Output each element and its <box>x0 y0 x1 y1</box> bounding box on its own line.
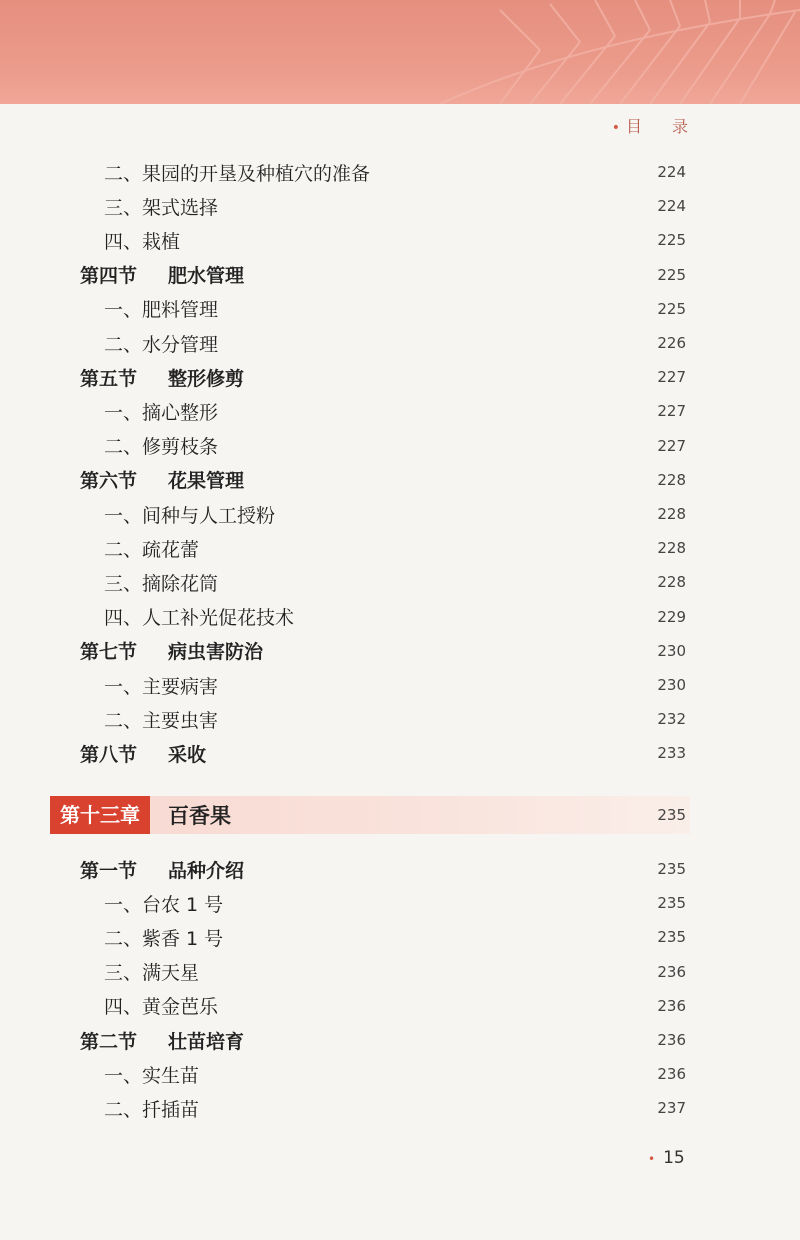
toc-item-row[interactable] <box>0 920 800 954</box>
page-ref: 228 <box>657 505 686 523</box>
toc-section-row[interactable] <box>0 736 800 770</box>
toc-section-row[interactable] <box>0 1023 800 1057</box>
item-title: 二、修剪枝条 <box>104 436 219 459</box>
leader-dots <box>250 1023 630 1057</box>
leader-dots <box>376 155 630 189</box>
leader-dots <box>205 955 630 989</box>
page-ref: 225 <box>657 265 686 284</box>
leader-dots <box>281 497 630 531</box>
leader-dots <box>250 258 630 292</box>
toc-item-row[interactable] <box>0 326 800 360</box>
toc-item-row[interactable] <box>0 1091 800 1125</box>
page-ref: 225 <box>657 299 686 318</box>
page-ref: 232 <box>657 710 686 729</box>
page-ref: 226 <box>657 334 686 352</box>
page-ref: 228 <box>657 573 686 592</box>
section-heading <box>80 740 206 767</box>
page-number-value: 15 <box>663 1148 685 1168</box>
section-number: 第四节 <box>80 265 138 288</box>
page-ref: 228 <box>657 470 686 489</box>
leader-dots <box>186 223 630 257</box>
leader-dots <box>229 920 630 954</box>
toc-item-row[interactable] <box>0 223 800 257</box>
header-char-2: 录 <box>671 117 690 136</box>
leader-dots <box>224 326 630 360</box>
toc-section-row[interactable] <box>0 258 800 292</box>
toc-item-row[interactable] <box>0 886 800 920</box>
section-title: 整形修剪 <box>168 367 245 390</box>
toc-item-row[interactable] <box>0 394 800 428</box>
item-title: 一、摘心整形 <box>104 401 219 424</box>
section-number: 第六节 <box>80 470 138 493</box>
leader-dots <box>250 852 630 886</box>
page-ref: 235 <box>657 860 686 878</box>
leader-dots <box>224 668 630 702</box>
chapter-title: 百香果 <box>168 804 231 828</box>
section-heading <box>80 1027 244 1054</box>
item-title: 二、水分管理 <box>104 333 219 356</box>
chapter-heading[interactable] <box>50 796 690 834</box>
toc-section-row[interactable] <box>0 634 800 668</box>
page-ref: 236 <box>657 1065 686 1084</box>
header-dot: • <box>611 120 622 136</box>
item-title: 三、满天星 <box>104 962 200 985</box>
item-title: 一、实生苗 <box>104 1064 200 1087</box>
section-heading <box>80 637 263 664</box>
toc-item-row[interactable] <box>0 497 800 531</box>
item-title: 四、人工补光促花技术 <box>104 607 295 630</box>
leader-dots <box>269 634 630 668</box>
toc-section-row[interactable] <box>0 360 800 394</box>
toc-item-row[interactable] <box>0 189 800 223</box>
item-title: 一、台农 1 号 <box>104 893 224 916</box>
toc-section-row[interactable] <box>0 463 800 497</box>
page-ref: 236 <box>657 1031 686 1049</box>
leader-dots <box>229 886 630 920</box>
toc-item-row[interactable] <box>0 565 800 599</box>
leader-dots <box>224 394 630 428</box>
item-title: 二、主要虫害 <box>104 709 219 732</box>
page-ref: 230 <box>657 676 686 694</box>
leader-dots <box>241 796 636 834</box>
toc-item-row[interactable] <box>0 429 800 463</box>
page-ref: 237 <box>657 1099 686 1118</box>
page-ref: 230 <box>657 641 686 660</box>
item-title: 三、摘除花筒 <box>104 572 219 595</box>
page-ref: 236 <box>657 962 686 981</box>
page-number <box>648 1148 685 1168</box>
section-number: 第五节 <box>80 367 138 390</box>
toc-item-row[interactable] <box>0 702 800 736</box>
leader-dots <box>250 360 630 394</box>
page-ref: 225 <box>657 231 686 250</box>
item-title: 二、紫香 1 号 <box>104 927 224 950</box>
item-title: 三、架式选择 <box>104 196 219 219</box>
leader-dots <box>224 989 630 1023</box>
toc-item-row[interactable] <box>0 600 800 634</box>
page-ref: 227 <box>657 402 686 421</box>
section-number: 第一节 <box>80 859 138 882</box>
toc-item-row[interactable] <box>0 531 800 565</box>
toc-item-row[interactable] <box>0 989 800 1023</box>
section-heading <box>80 466 244 493</box>
toc-item-row[interactable] <box>0 1057 800 1091</box>
section-title: 采收 <box>168 743 207 766</box>
page-ref: 227 <box>657 436 686 455</box>
leader-dots <box>224 292 630 326</box>
leader-dots <box>224 429 630 463</box>
item-title: 四、黄金芭乐 <box>104 996 219 1019</box>
page-ref: 235 <box>657 928 686 947</box>
toc-section-row[interactable] <box>0 852 800 886</box>
section-heading <box>80 364 244 391</box>
section-heading <box>80 261 244 288</box>
page-ref: 229 <box>657 607 686 626</box>
page-ref: 227 <box>657 368 686 387</box>
toc-item-row[interactable] <box>0 155 800 189</box>
item-title: 一、主要病害 <box>104 675 219 698</box>
leader-dots <box>300 600 630 634</box>
section-title: 病虫害防治 <box>168 641 264 664</box>
leader-dots <box>205 1091 630 1125</box>
leader-dots <box>224 189 630 223</box>
leader-dots <box>212 736 630 770</box>
section-title: 壮苗培育 <box>168 1030 245 1053</box>
section-number: 第七节 <box>80 641 138 664</box>
item-title: 一、间种与人工授粉 <box>104 504 276 527</box>
item-title: 一、肥料管理 <box>104 299 219 322</box>
page-ref: 224 <box>657 163 686 181</box>
page-ref: 235 <box>657 894 686 913</box>
page-ref: 224 <box>657 197 686 216</box>
chapter-page: 235 <box>657 806 686 824</box>
section-heading <box>80 856 244 883</box>
section-number: 第八节 <box>80 743 138 766</box>
page-ref: 233 <box>657 744 686 763</box>
item-title: 二、果园的开垦及种植穴的准备 <box>104 162 371 185</box>
item-title: 四、栽植 <box>104 230 181 253</box>
section-title: 花果管理 <box>168 470 245 493</box>
section-title: 肥水管理 <box>168 265 245 288</box>
section-title: 品种介绍 <box>168 859 245 882</box>
toc-item-row[interactable] <box>0 955 800 989</box>
leader-dots <box>224 702 630 736</box>
leader-dots <box>205 1057 630 1091</box>
page-ref: 228 <box>657 539 686 558</box>
header-char-1: 目 <box>625 117 644 136</box>
toc-item-row[interactable] <box>0 292 800 326</box>
leader-dots <box>250 463 630 497</box>
toc-item-row[interactable] <box>0 668 800 702</box>
page-ref: 236 <box>657 996 686 1015</box>
page-number-dot: • <box>648 1152 656 1166</box>
chapter-number-tag: 第十三章 <box>50 796 150 834</box>
section-number: 第二节 <box>80 1030 138 1053</box>
leader-dots <box>205 531 630 565</box>
leader-dots <box>224 565 630 599</box>
item-title: 二、扦插苗 <box>104 1098 200 1121</box>
item-title: 二、疏花蕾 <box>104 538 200 561</box>
